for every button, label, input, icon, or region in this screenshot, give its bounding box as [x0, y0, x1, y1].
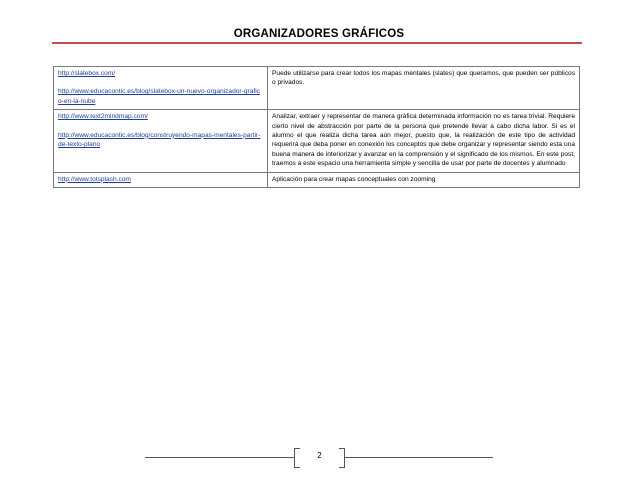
footer-rule-right [345, 457, 493, 458]
link-totsplash[interactable]: http://www.totsplash.com [58, 175, 131, 183]
links-cell [54, 67, 268, 110]
table-row [54, 67, 580, 110]
description-cell: Aplicación para crear mapas conceptuales con zooming [268, 172, 580, 187]
page-number: 2 [317, 451, 322, 460]
header-rule [52, 42, 582, 44]
link-educacontic-mapas[interactable]: http://www.educacontic.es/blog/construyendo-mapas-mentales-partir-de-texto-plano [58, 131, 261, 149]
tools-table [53, 66, 580, 188]
description-cell: Analizar, extraer y representar de manera gráfica determinada información no es tarea trivial. Requiere cierto nivel de abstracción por parte de la persona que pretende llevar a cabo dicha labor. Si es el alumno el que realiza dicha tarea aún mejor, puesto que, la realización de este tipo de actividad requerirá que deba poner en conexión los conceptos que debe organizar y representar siendo esta una buena manera de interiorizar y avanzar en la comprensión y el significado de los mismos. En este post, traemos a este espacio una herramienta simple y sencilla de usar por parte de docentes y alumnado [268, 110, 580, 172]
right-bracket-icon [339, 448, 345, 468]
link-slatebox[interactable]: http://slatebox.com/ [58, 70, 116, 77]
footer-rule-left [145, 457, 295, 458]
link-educacontic-slatebox[interactable]: http://www.educacontic.es/blog/slatebox-un-nuevo-organizador-grafico-en-la-nube [58, 88, 260, 105]
link-text2mindmap[interactable]: http://www.text2mindmap.com/ [58, 113, 148, 121]
description-cell: Puede utilizarse para crear todos los mapas mentales (slates) que queramos, que pueden ser públicos o privados. [268, 67, 580, 110]
table-row [54, 110, 580, 172]
table-row [54, 172, 580, 187]
links-cell [54, 110, 268, 172]
links-cell [54, 172, 268, 187]
page-title: ORGANIZADORES GRÁFICOS [233, 28, 405, 40]
